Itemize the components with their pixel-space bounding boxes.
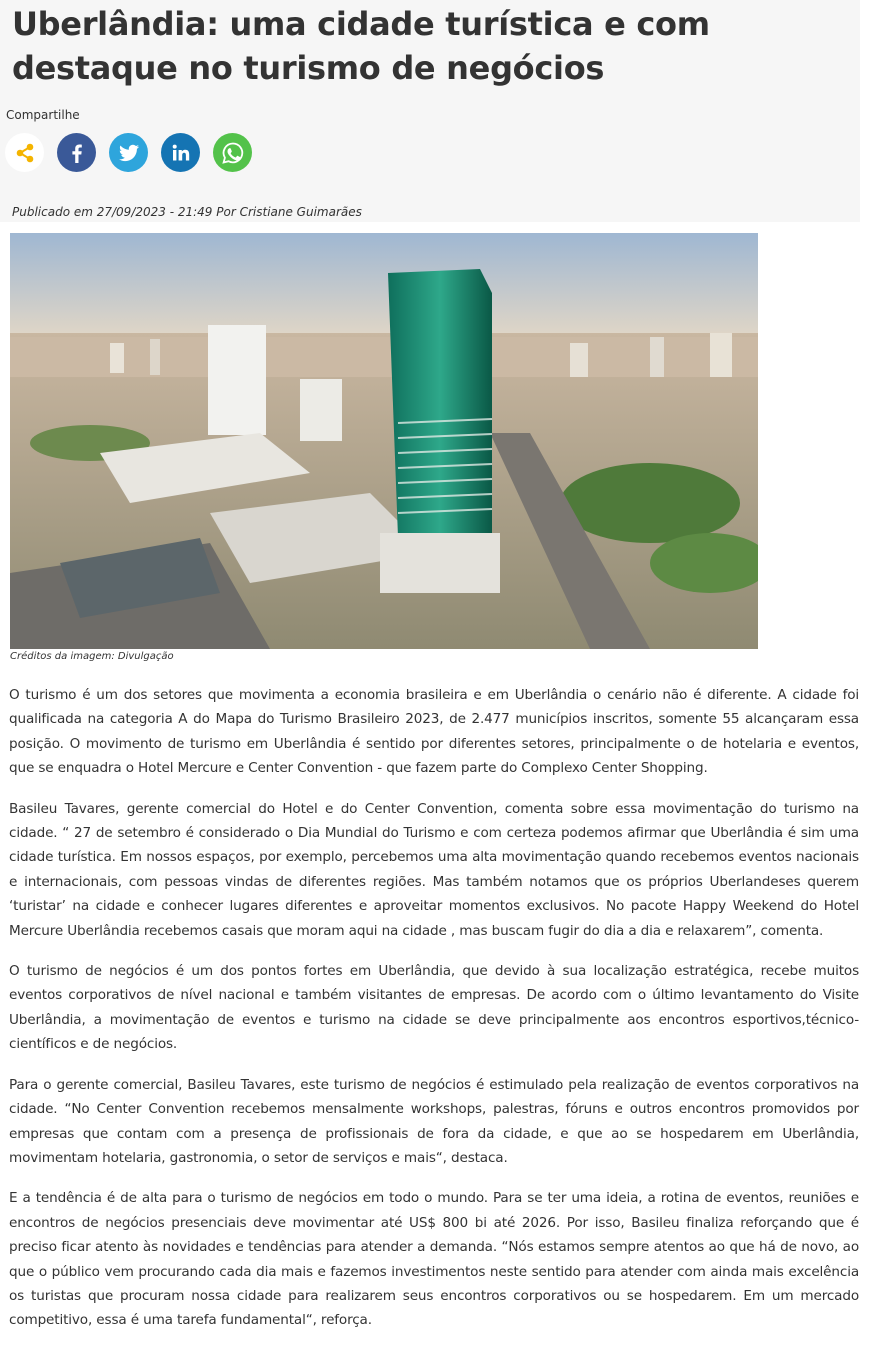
twitter-share-button[interactable] xyxy=(109,133,148,172)
share-label: Compartilhe xyxy=(6,108,80,122)
share-button[interactable] xyxy=(5,133,44,172)
article-header xyxy=(0,0,860,222)
share-buttons xyxy=(5,133,252,172)
article-body xyxy=(9,683,859,1349)
article-paragraph: O turismo de negócios é um dos pontos fortes em Uberlândia, que devido à sua localização estratégica, recebe muitos eventos corporativos de nível nacional e também visitantes de empresas. De acordo com o último levantamento do Visite Uberlândia, a movimentação de eventos e turismo na cidade se deve principalmente aos encontros esportivos,técnico-científicos e de negócios. xyxy=(9,963,859,1053)
article-paragraph: Para o gerente comercial, Basileu Tavares, este turismo de negócios é estimulado pela realização de eventos corporativos na cidade. “No Center Convention recebemos mensalmente workshops, palestras, fóruns e outros encontros promovidos por empresas que contam com a presença de profissionais de fora da cidade, e que ao se hospedarem em Uberlândia, movimentam hotelaria, gastronomia, o setor de serviços e mais“, destaca. xyxy=(9,1076,859,1166)
whatsapp-icon xyxy=(221,141,245,165)
article-paragraph: E a tendência é de alta para o turismo de negócios em todo o mundo. Para se ter uma ideia, a rotina de eventos, reuniões e encontros de negócios presenciais deve movimentar até US$ 800 bi até 2026. Por isso, Basileu finaliza reforçando que é preciso ficar atento às novidades e tendências para atender a demanda. “Nós estamos sempre atentos ao que há de novo, ao que o público vem procurando cada dia mais e fazemos investimentos neste sentido para atender com ainda mais excelência os turistas que procuram nossa cidade para realizarem seus encontros corporativos ou se hospedarem. Em um mercado competitivo, essa é uma tarefa fundamental“, reforça. xyxy=(9,1190,859,1329)
linkedin-icon xyxy=(171,143,191,163)
image-credits: Créditos da imagem: Divulgação xyxy=(10,651,174,662)
whatsapp-share-button[interactable] xyxy=(213,133,252,172)
article-paragraph: O turismo é um dos setores que movimenta a economia brasileira e em Uberlândia o cenário não é diferente. A cidade foi qualificada na categoria A do Mapa do Turismo Brasileiro 2023, de 2.477 municípios inscritos, somente 55 alcançaram essa posição. O movimento de turismo em Uberlândia é sentido por diferentes setores, principalmente o de hotelaria e eventos, que se enquadra o Hotel Mercure e Center Convention - que fazem parte do Complexo Center Shopping. xyxy=(9,687,859,777)
hero-image xyxy=(10,233,758,649)
linkedin-share-button[interactable] xyxy=(161,133,200,172)
twitter-icon xyxy=(117,142,141,164)
facebook-share-button[interactable] xyxy=(57,133,96,172)
page-title: Uberlândia: uma cidade turística e com destaque no turismo de negócios xyxy=(12,5,710,87)
facebook-icon xyxy=(67,142,87,164)
article-paragraph: Basileu Tavares, gerente comercial do Hotel e do Center Convention, comenta sobre essa movimentação do turismo na cidade. “ 27 de setembro é considerado o Dia Mundial do Turismo e com certeza podemos afirmar que Uberlândia é sim uma cidade turística. Em nossos espaços, por exemplo, percebemos uma alta movimentação quando recebemos eventos nacionais e internacionais, com pessoas vindas de diferentes regiões. Mas também notamos que os próprios Uberlandeses querem ‘turistar’ na cidade e conhecer lugares diferentes e aproveitar momentos exclusivos. No pacote Happy Weekend do Hotel Mercure Uberlândia recebemos casais que moram aqui na cidade , mas buscam fugir do dia a dia e relaxarem”, comenta. xyxy=(9,800,859,939)
city-aerial-photo xyxy=(10,233,758,649)
share-icon xyxy=(14,142,36,164)
publication-info: Publicado em 27/09/2023 - 21:49 Por Cristiane Guimarães xyxy=(12,205,362,219)
